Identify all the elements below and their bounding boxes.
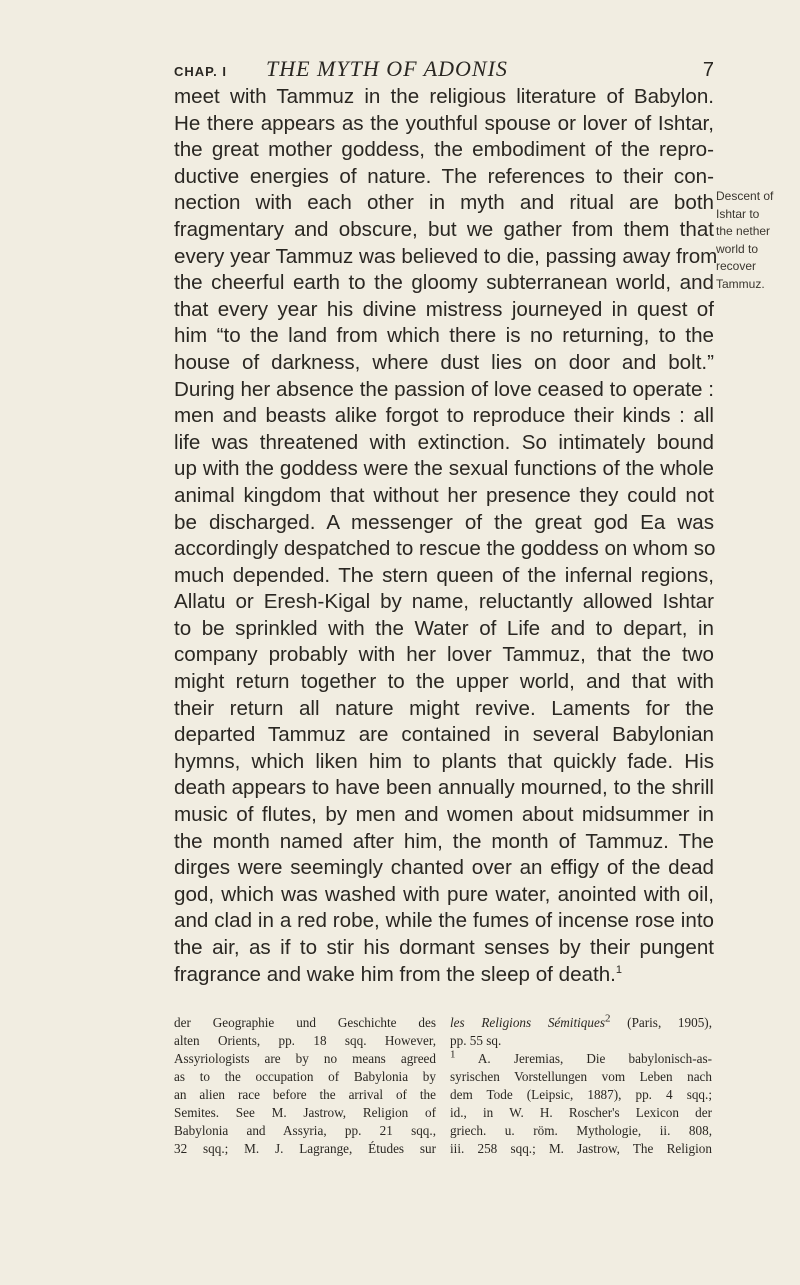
text-line: their return all nature might revive. Laments for the bbox=[174, 696, 714, 720]
page-header bbox=[174, 56, 714, 86]
text-line: him “to the land from which there is no returning, to the bbox=[174, 324, 714, 348]
footnote-line: alten Orients, pp. 18 sqq. However, bbox=[174, 1033, 436, 1048]
margin-note bbox=[716, 188, 800, 294]
footnote-title: les Religions Sémitiques bbox=[450, 1015, 605, 1030]
edition-marker: 2 bbox=[604, 1012, 611, 1025]
text-line: every year Tammuz was believed to die, passing away from bbox=[174, 244, 718, 268]
text-line-content: fragrance and wake him from the sleep of death. bbox=[174, 962, 616, 986]
text-line: house of darkness, where dust lies on door and bolt.” bbox=[174, 350, 714, 374]
text-line: music of flutes, by men and women about midsummer in bbox=[174, 803, 714, 827]
footnote-line: pp. 55 sq. bbox=[450, 1033, 502, 1048]
footnote-text: A. Jeremias, Die babylonisch-as- bbox=[477, 1051, 712, 1066]
margin-note-line: the nether bbox=[716, 224, 771, 239]
text-line: company probably with her lover Tammuz, that the two bbox=[174, 643, 714, 667]
margin-note-line: recover bbox=[716, 259, 757, 274]
chapter-label: CHAP. I bbox=[174, 64, 227, 79]
text-line: the air, as if to stir his dormant senses by their pungent bbox=[174, 936, 714, 959]
page-number: 7 bbox=[702, 59, 714, 81]
text-line: god, which was washed with pure water, anointed with oil, bbox=[174, 882, 714, 906]
text-line: meet with Tammuz in the religious literature of Babylon. bbox=[174, 85, 714, 108]
footnote-line bbox=[450, 1050, 712, 1068]
footnote-line: iii. 258 sqq.; M. Jastrow, The Religion bbox=[450, 1141, 712, 1156]
text-line: be discharged. A messenger of the great god Ea was bbox=[174, 510, 714, 534]
text-line: departed Tammuz are contained in several Babylonian bbox=[174, 723, 714, 747]
text-line: ductive energies of nature. The references to their con- bbox=[174, 164, 714, 188]
text-line: During her absence the passion of love ceased to operate : bbox=[174, 377, 714, 401]
text-line: might return together to the upper world, and that with bbox=[174, 670, 714, 694]
footnote-column-right bbox=[450, 1014, 712, 1158]
text-line: that every year his divine mistress journeyed in quest of bbox=[174, 297, 714, 321]
text-line: fragmentary and obscure, but we gather from them that bbox=[174, 217, 714, 241]
text-line: much depended. The stern queen of the infernal regions, bbox=[174, 563, 714, 587]
footnote-line: dem Tode (Leipsic, 1887), pp. 4 sqq.; bbox=[450, 1087, 712, 1102]
text-line: He there appears as the youthful spouse or lover of Ishtar, bbox=[174, 111, 714, 135]
margin-note-line: Descent of bbox=[716, 189, 774, 203]
footnote-line: syrischen Vorstellungen vom Leben nach bbox=[450, 1069, 712, 1084]
footnote-column-left bbox=[174, 1014, 436, 1158]
text-line: the month named after him, the month of Tammuz. The bbox=[174, 829, 714, 853]
margin-note-line: world to bbox=[716, 241, 759, 256]
footnote-line: griech. u. röm. Mythologie, ii. 808, bbox=[450, 1123, 712, 1138]
main-text bbox=[174, 84, 718, 988]
text-line: Allatu or Eresh-Kigal by name, reluctantly allowed Ishtar bbox=[174, 590, 714, 614]
footnote-line: 32 sqq.; M. J. Lagrange, Études sur bbox=[174, 1141, 436, 1156]
text-line: nection with each other in myth and ritual are both bbox=[174, 191, 714, 215]
footnote-text: (Paris, 1905), bbox=[627, 1015, 712, 1030]
running-title: THE MYTH OF ADONIS bbox=[266, 56, 508, 81]
text-line: men and beasts alike forgot to reproduce their kinds : all bbox=[174, 404, 714, 428]
text-line: the cheerful earth to the gloomy subterranean world, and bbox=[174, 271, 714, 295]
text-line: accordingly despatched to rescue the goddess on whom so bbox=[174, 537, 716, 561]
text-line: to be sprinkled with the Water of Life and to depart, in bbox=[174, 616, 714, 640]
text-line-last bbox=[174, 962, 714, 989]
footnote-line: Semites. See M. Jastrow, Religion of bbox=[174, 1105, 436, 1120]
text-line: dirges were seemingly chanted over an effigy of the dead bbox=[174, 856, 714, 880]
footnote-line: as to the occupation of Babylonia by bbox=[174, 1069, 436, 1084]
text-line: hymns, which liken him to plants that quickly fade. His bbox=[174, 749, 714, 773]
footnote-line: Babylonia and Assyria, pp. 21 sqq., bbox=[174, 1123, 436, 1138]
text-line: up with the goddess were the sexual functions of the whole bbox=[174, 457, 714, 481]
margin-note-line: Tammuz. bbox=[716, 276, 765, 291]
text-line: life was threatened with extinction. So intimately bound bbox=[174, 430, 714, 454]
margin-note-line: Ishtar to bbox=[716, 206, 760, 221]
footnote-number: 1 bbox=[450, 1048, 456, 1061]
footnote-line: der Geographie und Geschichte des bbox=[174, 1015, 436, 1030]
text-line: death appears to have been annually mourned, to the shrill bbox=[174, 776, 714, 800]
footnote-line bbox=[450, 1014, 712, 1032]
text-line: animal kingdom that without her presence they could not bbox=[174, 483, 714, 507]
text-line: the great mother goddess, the embodiment of the repro- bbox=[174, 138, 714, 162]
footnote-line: an alien race before the arrival of the bbox=[174, 1087, 436, 1102]
footnote-line: id., in W. H. Roscher's Lexicon der bbox=[450, 1105, 712, 1120]
footnote-line: Assyriologists are by no means agreed bbox=[174, 1051, 436, 1066]
footnote-marker: 1 bbox=[615, 963, 622, 976]
text-line: and clad in a red robe, while the fumes of incense rose into bbox=[174, 909, 714, 933]
